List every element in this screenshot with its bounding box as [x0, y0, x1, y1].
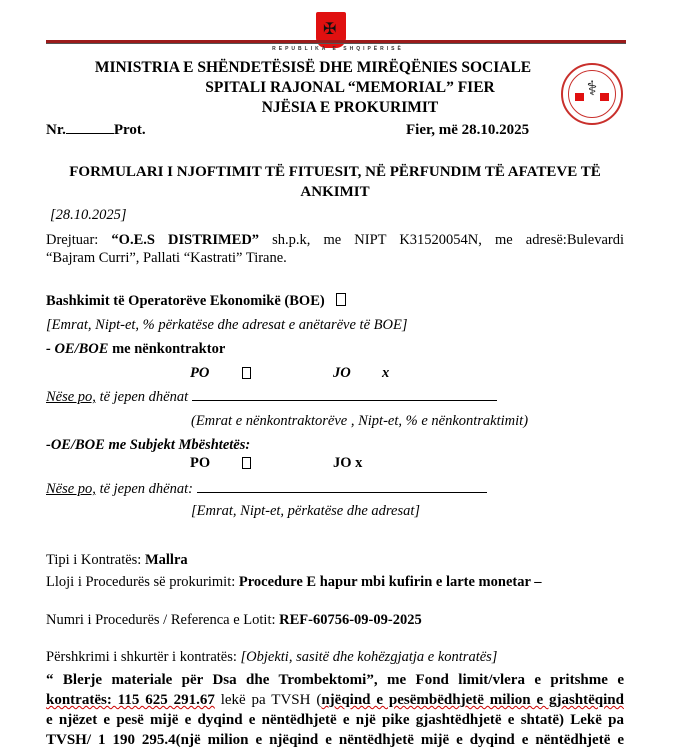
boe-hint: [Emrat, Nipt-et, % përkatëse dhe adresat e anëtarëve të BOE] [46, 317, 408, 333]
support-po-checkbox[interactable] [242, 457, 251, 469]
boe-checkbox[interactable] [336, 293, 346, 306]
subcontractor-details-field[interactable] [192, 388, 497, 401]
winner-name: “O.E.S DISTRIMED” [111, 232, 260, 248]
addressee-line1: Drejtuar: “O.E.S DISTRIMED” sh.p.k, me NIPT K31520054N, me adresë:Bulevardi [46, 232, 624, 248]
support-details-field[interactable] [197, 480, 487, 493]
unit-name: NJËSIA E PROKURIMIT [261, 99, 439, 116]
protocol-line [46, 121, 624, 139]
turkey-flag-icon [600, 93, 609, 101]
subcontractor-details: Nëse po, të jepen dhënat [46, 388, 624, 406]
contract-description-label: Përshkrimi i shkurtër i kontratës: [Objekti, sasitë dhe kohëzgjatja e kontratës] [46, 649, 498, 665]
caduceus-icon: ⚕ [586, 78, 598, 100]
subcontractor-hint: (Emrat e nënkontraktorëve , Nipt-et, % e nënkontraktimit) [191, 413, 529, 429]
description-line2: kontratës: 115 625 291.67 lekë pa TVSH (njëqind e pesëmbëdhjetë milion e gjashtëqind [46, 692, 624, 708]
albania-flag-icon [575, 93, 584, 101]
nr-label: Nr. [46, 122, 66, 138]
description-line1: “ Blerje materiale për Dsa dhe Trombektomi”, me Fond limit/vlera e pritshme e [46, 672, 624, 688]
subcontractor-jo-mark: x [382, 365, 390, 381]
eagle-icon: ✠ [323, 21, 337, 38]
description-line4: TVSH/ 1 190 295.4(një milion e njëqind e nëntëdhjetë mijë e dyqind e nëntëdhjetë e [46, 732, 624, 748]
description-line3: e njëzet e pesë mijë e dyqind e nëntëdhjetë e një pike gjashtëdhjetë e shtatë) Lekë pa [46, 712, 624, 728]
hospital-name: SPITALI RAJONAL “MEMORIAL” FIER [205, 79, 495, 96]
procedure-reference: Numri i Procedurës / Referenca e Lotit: REF-60756-09-09-2025 [46, 612, 422, 628]
addressee-line2: “Bajram Curri”, Pallati “Kastrati” Tirane. [46, 250, 287, 266]
header-divider [46, 40, 626, 43]
support-details: Nëse po, të jepen dhënat: [46, 480, 624, 498]
form-title-line1: FORMULARI I NJOFTIMIT TË FITUESIT, NË PËRFUNDIM TË AFATEVE TË [69, 164, 601, 180]
contract-type: Tipi i Kontratës: Mallra [46, 552, 188, 568]
place-date: Fier, më 28.10.2025 [406, 122, 530, 138]
ministry-name: MINISTRIA E SHËNDETËSISË DHE MIRËQËNIES SOCIALE [94, 59, 532, 76]
support-heading: -OE/BOE me Subjekt Mbështetës: [46, 437, 251, 453]
subcontractor-po-checkbox[interactable] [242, 367, 251, 379]
hospital-seal [561, 63, 623, 125]
emblem-caption: REPUBLIKA E SHQIPËRISË [272, 46, 404, 52]
form-title-line2: ANKIMIT [300, 184, 370, 200]
prot-label: Prot. [113, 122, 146, 138]
form-date: [28.10.2025] [50, 207, 127, 223]
subcontractor-heading: - OE/BOE me nënkontraktor [46, 341, 226, 357]
support-hint: [Emrat, Nipt-et, përkatëse dhe adresat] [191, 503, 421, 519]
procedure-type: Lloji i Procedurës së prokurimit: Procedure E hapur mbi kufirin e larte monetar – [46, 574, 542, 590]
nr-blank [66, 121, 114, 134]
boe-heading: Bashkimit të Operatorëve Ekonomikë (BOE) [46, 292, 624, 310]
